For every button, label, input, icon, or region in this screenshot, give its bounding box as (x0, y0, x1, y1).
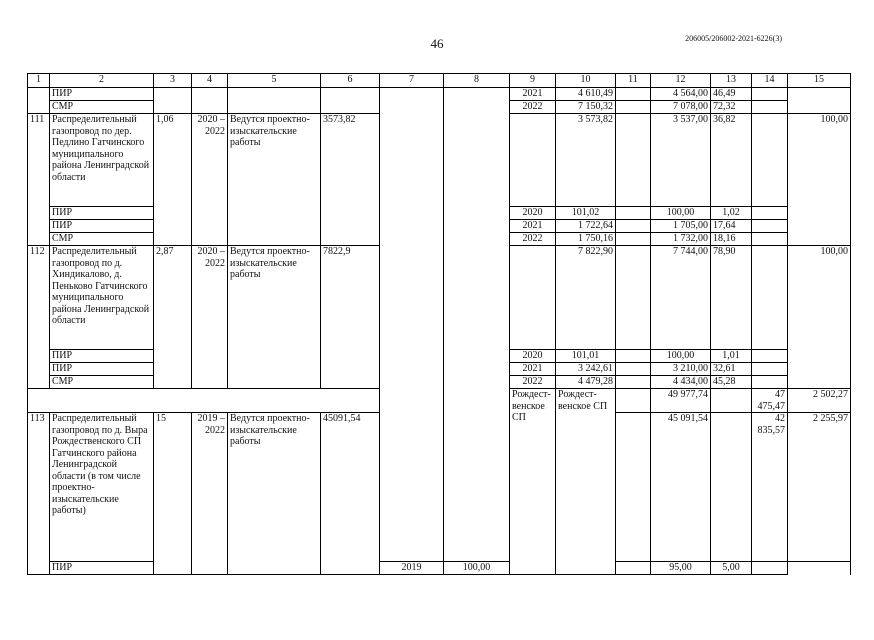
status-cell: Ведутся проектно-изыскательские работы (228, 114, 321, 246)
col-header: 5 (228, 74, 321, 88)
investment-table (27, 73, 851, 575)
cell-empty (616, 350, 651, 363)
col-header: 12 (651, 74, 711, 88)
year-cell: 2021 (510, 88, 556, 101)
col-header: 15 (788, 74, 851, 88)
amount-cell: 1,02 (711, 207, 752, 220)
amount-cell: 72,32 (711, 101, 752, 114)
amount-cell: 18,16 (711, 233, 752, 246)
status-cell: Ведутся проектно-изыскательские работы (228, 246, 321, 389)
amount-cell: 3 537,00 (651, 114, 711, 207)
year-cell: 2019 (380, 562, 444, 575)
amount-cell: 7 078,00 (651, 101, 711, 114)
col-header: 8 (444, 74, 510, 88)
amount-cell: 3 242,61 (556, 363, 616, 376)
cell-empty (616, 114, 651, 207)
amount-cell: 45 091,54 (651, 413, 711, 562)
cell-empty (28, 389, 380, 413)
amount-cell: 36,82 (711, 114, 752, 207)
municipality-cell: Рождест-венское СП (510, 389, 556, 575)
amount-cell: 42 835,57 (752, 413, 788, 562)
period-cell: 2019 – 2022 (192, 413, 228, 575)
cell-empty (321, 88, 380, 114)
cost-cell: 7822,9 (321, 246, 380, 389)
col-header: 14 (752, 74, 788, 88)
cell-empty (510, 246, 556, 350)
stage-cell: СМР (50, 376, 154, 389)
stage-cell: ПИР (50, 88, 154, 101)
row-number: 113 (28, 413, 50, 575)
cell-empty (616, 376, 651, 389)
amount-cell: 7 744,00 (651, 246, 711, 350)
cell-empty (788, 88, 851, 114)
cell-empty (752, 350, 788, 363)
cell-empty (616, 246, 651, 350)
cell-empty (752, 376, 788, 389)
page-number: 46 (430, 36, 444, 51)
amount-cell: 101,02 (556, 207, 616, 220)
stage-cell: ПИР (50, 350, 154, 363)
amount-cell: 32,61 (711, 363, 752, 376)
cell-empty (752, 207, 788, 220)
length-cell: 1,06 (154, 114, 192, 246)
amount-cell: 1 722,64 (556, 220, 616, 233)
amount-cell: 46,49 (711, 88, 752, 101)
amount-cell: 2 255,97 (788, 413, 851, 562)
col-header: 11 (616, 74, 651, 88)
amount-cell: 1,01 (711, 350, 752, 363)
amount-cell: 45,28 (711, 376, 752, 389)
year-cell: 2022 (510, 233, 556, 246)
col-header: 10 (556, 74, 616, 88)
cell-empty (752, 220, 788, 233)
amount-cell: 1 732,00 (651, 233, 711, 246)
amount-cell: 3 573,82 (556, 114, 616, 207)
col-header: 4 (192, 74, 228, 88)
header-row (28, 74, 851, 88)
cell-empty (616, 233, 651, 246)
year-cell: 2022 (510, 376, 556, 389)
document-code: 206005/206002-2021-6226(3) (685, 34, 782, 43)
amount-cell: 7 150,32 (556, 101, 616, 114)
project-name: Распределительный газопровод по д. Хиндикалово, д. Пеньково Гатчинского муниципального района Ленинградской области (50, 246, 154, 350)
amount-cell: 4 610,49 (556, 88, 616, 101)
amount-cell: 95,00 (651, 562, 711, 575)
cell-empty (616, 413, 651, 562)
row-number: 111 (28, 114, 50, 246)
year-cell: 2022 (510, 101, 556, 114)
cell-empty (616, 389, 651, 413)
stage-cell: ПИР (50, 207, 154, 220)
table-row (28, 562, 851, 575)
amount-cell: 49 977,74 (651, 389, 711, 413)
amount-cell: 100,00 (651, 207, 711, 220)
col-header: 13 (711, 74, 752, 88)
cell-empty (616, 363, 651, 376)
stage-cell: ПИР (50, 220, 154, 233)
length-cell: 15 (154, 413, 192, 575)
col-header: 1 (28, 74, 50, 88)
percent-cell: 100,00 (788, 246, 851, 389)
amount-cell: 3 210,00 (651, 363, 711, 376)
cell-empty (752, 246, 788, 350)
cell-empty (616, 101, 651, 114)
cell-empty (752, 562, 788, 575)
amount-cell: 101,01 (556, 350, 616, 363)
amount-cell: 1 705,00 (651, 220, 711, 233)
stage-cell: ПИР (50, 363, 154, 376)
year-cell: 2020 (510, 350, 556, 363)
cell-empty (616, 207, 651, 220)
stage-cell: ПИР (50, 562, 154, 575)
amount-cell: 5,00 (711, 562, 752, 575)
cell-empty (711, 389, 752, 413)
row-number: 112 (28, 246, 50, 389)
amount-cell: 2 502,27 (788, 389, 851, 413)
stage-cell: СМР (50, 233, 154, 246)
amount-cell: 4 564,00 (651, 88, 711, 101)
percent-cell: 100,00 (788, 114, 851, 246)
length-cell: 2,87 (154, 246, 192, 389)
amount-cell: 17,64 (711, 220, 752, 233)
amount-cell: 100,00 (444, 562, 510, 575)
status-cell: Ведутся проектно-изыскательские работы (228, 413, 321, 575)
cost-cell: 45091,54 (321, 413, 380, 575)
cell-empty (444, 88, 510, 562)
cell-empty (28, 88, 50, 114)
cell-empty (752, 88, 788, 101)
year-cell: 2021 (510, 363, 556, 376)
cell-empty (510, 114, 556, 207)
cell-empty (752, 114, 788, 207)
col-header: 7 (380, 74, 444, 88)
project-name: Распределительный газопровод по д. Выра Рождественского СП Гатчинского района Ленинградской области (в том числе проектно-изыскательские работы) (50, 413, 154, 562)
table-row (28, 88, 851, 101)
cell-empty (228, 88, 321, 114)
cell-empty (616, 88, 651, 101)
period-cell: 2020 – 2022 (192, 114, 228, 246)
amount-cell: 7 822,90 (556, 246, 616, 350)
amount-cell: 47 475,47 (752, 389, 788, 413)
cell-empty (752, 363, 788, 376)
col-header: 9 (510, 74, 556, 88)
period-cell: 2020 – 2022 (192, 246, 228, 389)
amount-cell: 78,90 (711, 246, 752, 350)
project-name: Распределительный газопровод по дер. Педлино Гатчинского муниципального района Ленинградской области (50, 114, 154, 207)
amount-cell: 1 750,16 (556, 233, 616, 246)
cell-empty (616, 220, 651, 233)
col-header: 2 (50, 74, 154, 88)
stage-cell: СМР (50, 101, 154, 114)
year-cell: 2021 (510, 220, 556, 233)
cell-empty (711, 413, 752, 562)
amount-cell: 4 479,28 (556, 376, 616, 389)
municipality-cell: Рождест-венское СП (556, 389, 616, 575)
cell-empty (154, 88, 192, 114)
year-cell: 2020 (510, 207, 556, 220)
cell-empty (380, 88, 444, 562)
cell-empty (616, 562, 651, 575)
cell-empty (192, 88, 228, 114)
cell-empty (752, 101, 788, 114)
cost-cell: 3573,82 (321, 114, 380, 246)
amount-cell: 100,00 (651, 350, 711, 363)
col-header: 3 (154, 74, 192, 88)
cell-empty (752, 233, 788, 246)
col-header: 6 (321, 74, 380, 88)
amount-cell: 4 434,00 (651, 376, 711, 389)
